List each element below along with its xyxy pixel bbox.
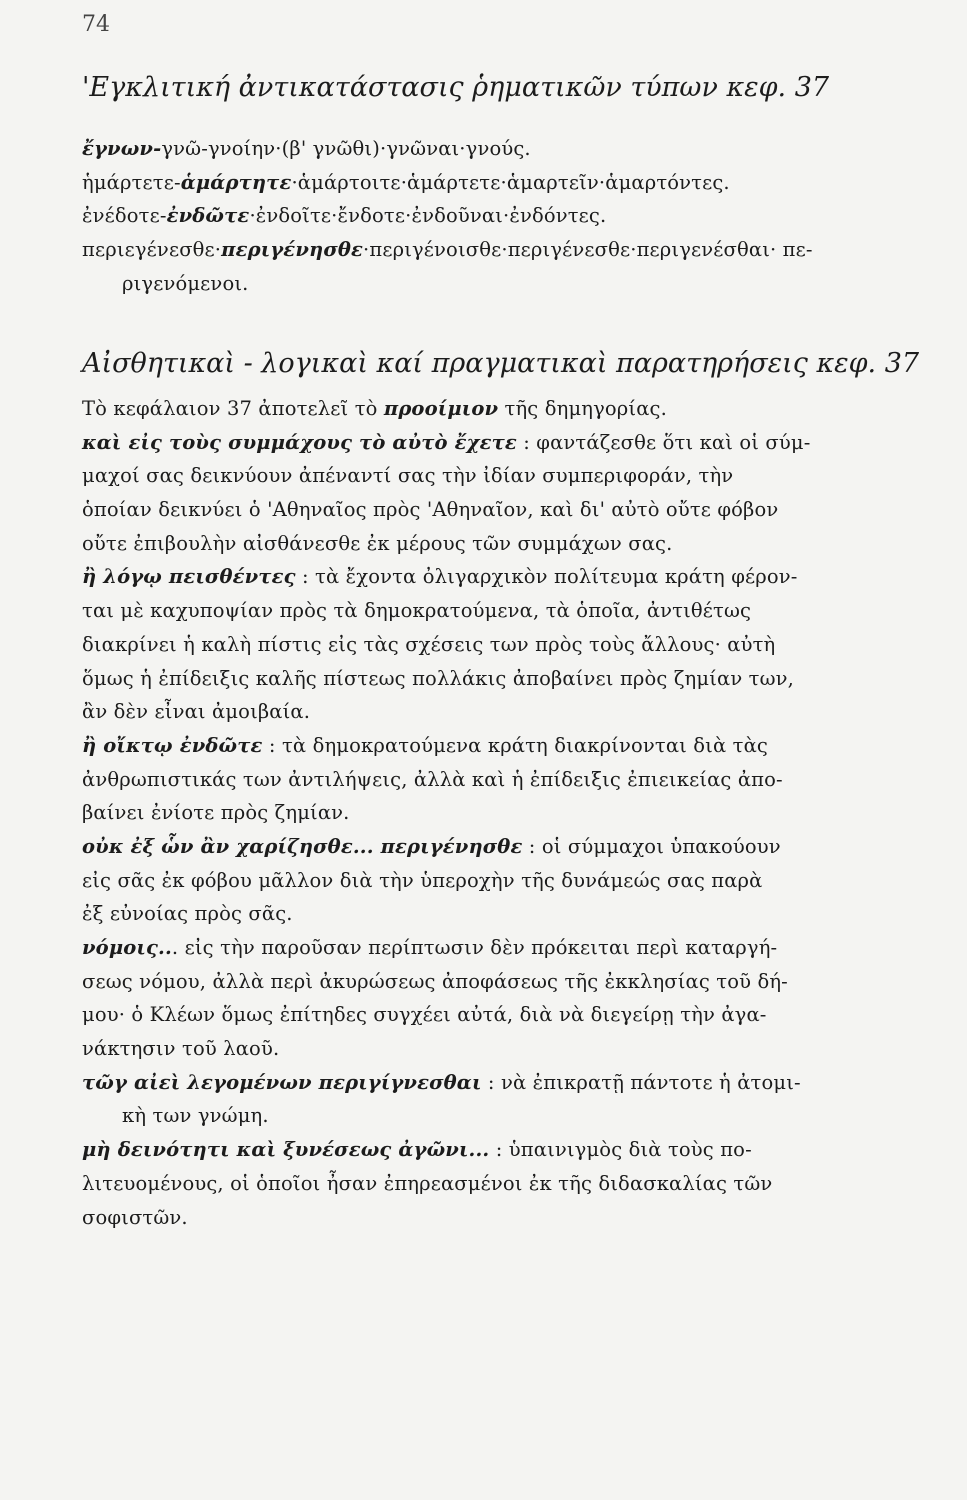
text-line: βαίνει ἐνίοτε πρὸς ζημίαν. <box>82 801 350 825</box>
verb-form-line: περιεγένεσθε·περιγένησθε·περιγένοισθε·περιγένεσθε·περιγενέσθαι· πε- <box>82 238 813 262</box>
verb-form-line: ἡμάρτετε-ἁμάρτητε·ἁμάρτοιτε·ἁμάρτετε·ἁμαρτεῖν·ἁμαρτόντες. <box>82 170 730 194</box>
text-line: μὴ δεινότητι καὶ ξυνέσεως ἀγῶνι... : ὑπαινιγμὸς διὰ τοὺς πο- <box>82 1138 752 1162</box>
text-line: τῶγ αἰεὶ λεγομένων περιγίγνεσθαι : νὰ ἐπικρατῇ πάντοτε ἡ ἀτομι- <box>82 1070 801 1094</box>
text-line: ἢ λόγῳ πεισθέντες : τὰ ἔχοντα ὀλιγαρχικὸν πολίτευμα κράτη φέρον- <box>82 565 798 589</box>
text-line: εἰς σᾶς ἐκ φόβου μᾶλλον διὰ τὴν ὑπεροχὴν τῆς δυνάμεώς σας παρὰ <box>82 868 763 892</box>
text-line: ἂν δὲν εἶναι ἀμοιβαία. <box>82 700 311 724</box>
text-line: οὐκ ἐξ ὧν ἂν χαρίζησθε... περιγένησθε : οἱ σύμμαχοι ὑπακούουν <box>82 834 781 858</box>
text-line: ἀνθρωπιστικάς των ἀντιλήψεις, ἀλλὰ καὶ ἡ ἐπίδειξις ἐπιεικείας ἀπο- <box>82 767 783 791</box>
observations-text <box>82 392 872 1234</box>
verb-form-continuation: ριγενόμενοι. <box>122 271 249 295</box>
text-line: ἢ οἴκτῳ ἐνδῶτε : τὰ δημοκρατούμενα κράτη διακρίνονται διὰ τὰς <box>82 733 768 757</box>
text-line: μου· ὁ Κλέων ὅμως ἐπίτηδες συγχέει αὐτά, διὰ νὰ διεγείρῃ τὴν ἀγα- <box>82 1003 767 1027</box>
text-line: νάκτησιν τοῦ λαοῦ. <box>82 1037 280 1061</box>
text-line: ἐξ εὐνοίας πρὸς σᾶς. <box>82 902 293 926</box>
text-line: λιτευομένους, οἱ ὁποῖοι ἦσαν ἐπηρεασμένοι ἐκ τῆς διδασκαλίας τῶν <box>82 1171 773 1195</box>
text-line: ὅμως ἡ ἐπίδειξις καλῆς πίστεως πολλάκις ἀποβαίνει πρὸς ζημίαν των, <box>82 666 795 690</box>
text-line: καὶ εἰς τοὺς συμμάχους τὸ αὐτὸ ἔχετε : φαντάζεσθε ὅτι καὶ οἱ σύμ- <box>82 430 811 454</box>
verb-forms-list <box>82 132 872 300</box>
text-line: ται μὲ καχυποψίαν πρὸς τὰ δημοκρατούμενα, τὰ ὁποῖα, ἀντιθέτως <box>82 599 752 623</box>
text-line: κὴ των γνώμη. <box>122 1104 269 1128</box>
text-line: νόμοις... εἰς τὴν παροῦσαν περίπτωσιν δὲν πρόκειται περὶ καταργή- <box>82 936 778 959</box>
verb-form-line: ἐνέδοτε-ἐνδῶτε·ἐνδοῖτε·ἔνδοτε·ἐνδοῦναι·ἐνδόντες. <box>82 204 607 228</box>
text-line: Τὸ κεφάλαιον 37 ἀποτελεῖ τὸ προοίμιον τῆς δημηγορίας. <box>82 397 667 420</box>
verb-form-line: ἔγνων-γνῶ-γνοίην·(β' γνῶθι)·γνῶναι·γνούς. <box>82 137 531 160</box>
section-heading-forms: 'Εγκλιτική ἀντικατάστασις ῥηματικῶν τύπων κεφ. 37 <box>82 72 830 103</box>
text-line: οὔτε ἐπιβουλὴν αἰσθάνεσθε ἐκ μέρους τῶν συμμάχων σας. <box>82 531 673 555</box>
text-line: μαχοί σας δεικνύουν ἀπέναντί σας τὴν ἰδίαν συμπεριφοράν, τὴν <box>82 464 734 488</box>
text-line: σεως νόμου, ἀλλὰ περὶ ἀκυρώσεως ἀποφάσεως τῆς ἐκκλησίας τοῦ δή- <box>82 969 788 993</box>
text-line: σοφιστῶν. <box>82 1205 188 1229</box>
text-line: διακρίνει ἡ καλὴ πίστις εἰς τὰς σχέσεις των πρὸς τοὺς ἄλλους· αὐτὴ <box>82 632 776 656</box>
page-number: 74 <box>82 12 110 37</box>
text-line: ὁποίαν δεικνύει ὁ 'Αθηναῖος πρὸς 'Αθηναῖον, καὶ δι' αὐτὸ οὔτε φόβον <box>82 498 779 522</box>
section-heading-observations: Αἰσθητικαὶ - λογικαὶ καί πραγματικαὶ παρατηρήσεις κεφ. 37 <box>82 348 920 379</box>
